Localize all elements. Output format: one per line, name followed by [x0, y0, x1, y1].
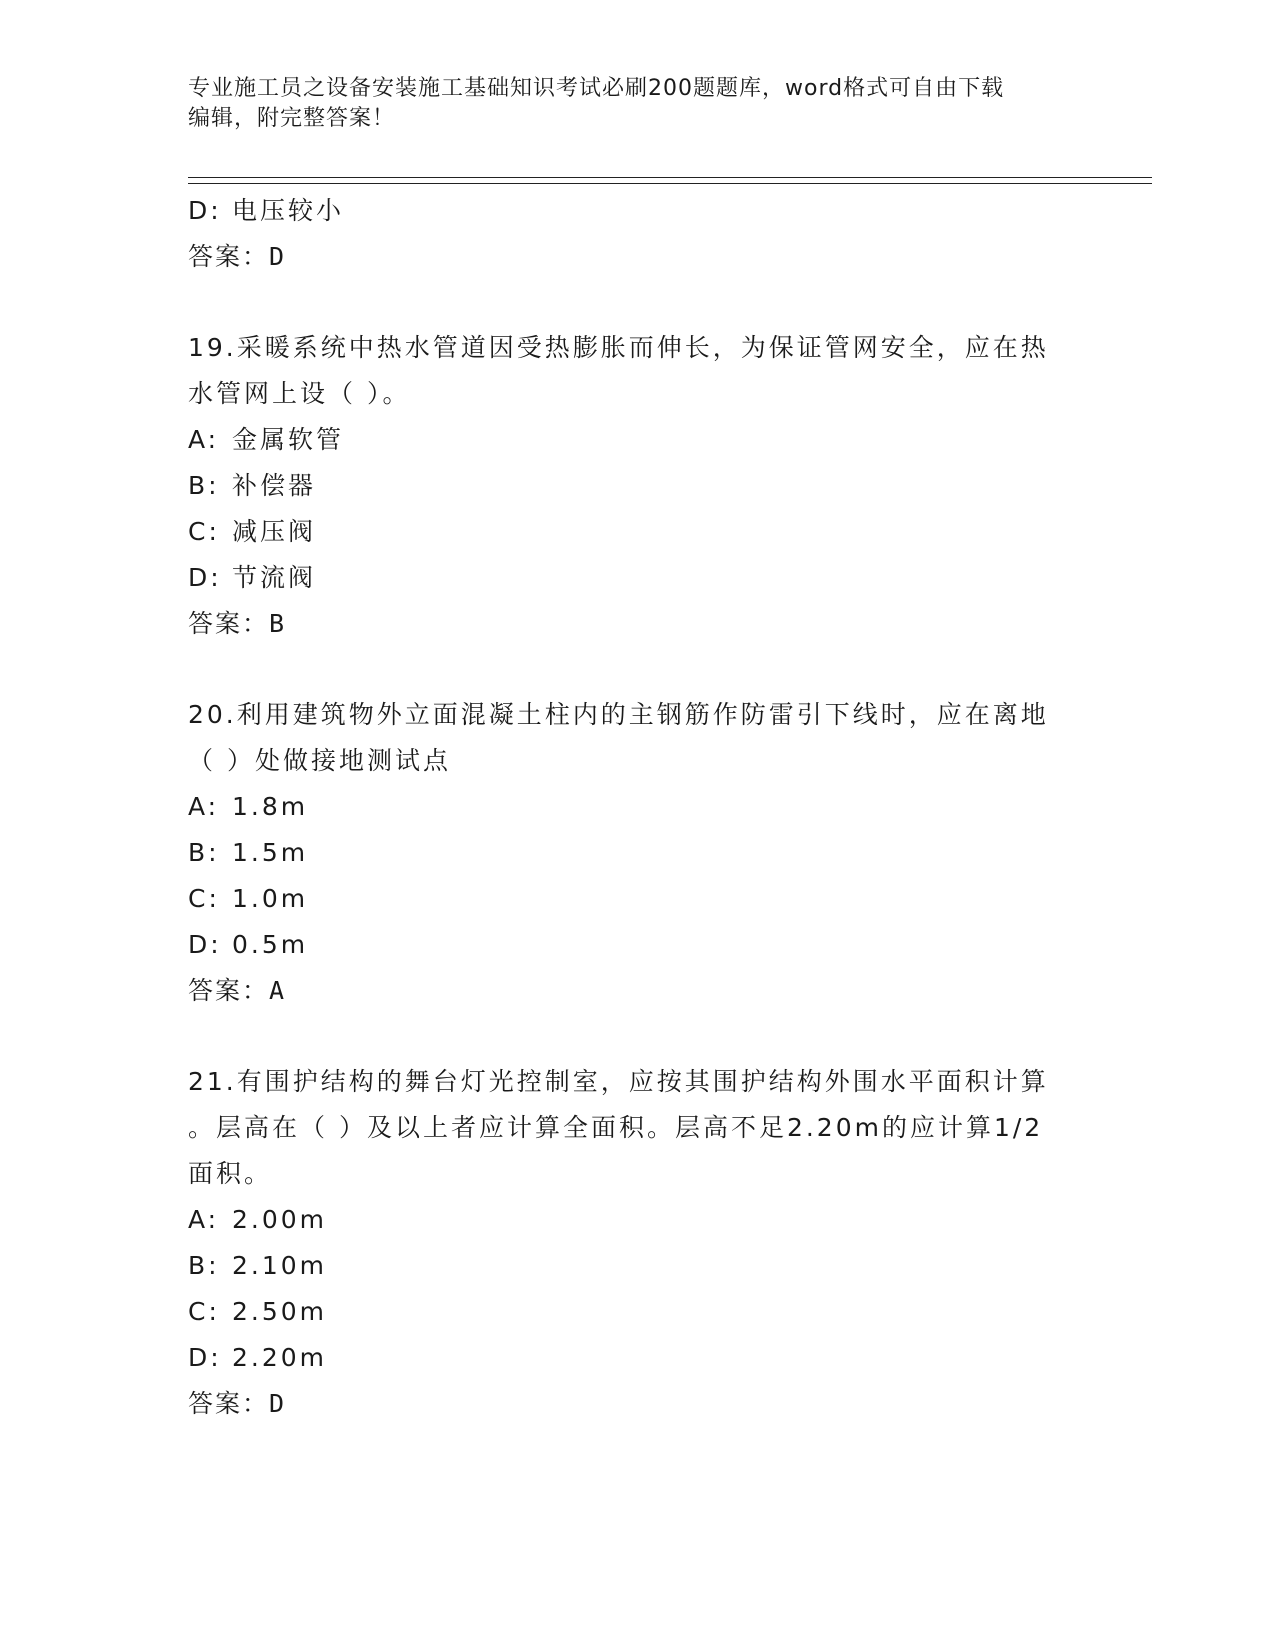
answer-value: B [269, 609, 285, 638]
option-line [188, 463, 1088, 509]
option-letter: B: [188, 838, 220, 867]
option-line [188, 1289, 1088, 1335]
question-text-line: （ ）处做接地测试点 [188, 746, 451, 775]
option-line [188, 188, 1088, 234]
answer-label: 答案： [188, 609, 270, 638]
option-line [188, 1243, 1088, 1289]
option-text: 减压阀 [232, 517, 317, 546]
option-letter: A: [188, 1205, 220, 1234]
option-line [188, 876, 1088, 922]
header-divider-bottom [188, 183, 1152, 184]
option-text: 2.00m [232, 1205, 328, 1234]
question-text-line: 21.有围护结构的舞台灯光控制室，应按其围护结构外围水平面积计算 [188, 1067, 1049, 1096]
question-block [188, 325, 1088, 647]
header-line-2: 编辑，附完整答案！ [188, 106, 396, 131]
option-line [188, 1335, 1088, 1381]
document-body [188, 188, 1088, 1427]
question-text-line: 20.利用建筑物外立面混凝土柱内的主钢筋作防雷引下线时，应在离地 [188, 700, 1049, 729]
option-text: 2.10m [232, 1251, 328, 1280]
option-letter: C: [188, 884, 220, 913]
option-line [188, 830, 1088, 876]
answer-value: A [269, 976, 285, 1005]
question-block [188, 1059, 1088, 1427]
option-text: 2.50m [232, 1297, 328, 1326]
option-letter: B: [188, 471, 220, 500]
answer-line [188, 234, 1088, 280]
option-text: 1.0m [232, 884, 309, 913]
header-divider-top [188, 177, 1152, 178]
option-letter: A: [188, 792, 220, 821]
question-text-line: 面积。 [188, 1159, 273, 1188]
option-letter: D: [188, 196, 222, 225]
option-text: 0.5m [232, 930, 309, 959]
answer-value: D [269, 1389, 285, 1418]
answer-line [188, 1381, 1088, 1427]
option-letter: A: [188, 425, 220, 454]
option-text: 节流阀 [232, 563, 317, 592]
option-line [188, 509, 1088, 555]
option-text: 电压较小 [232, 196, 345, 225]
option-text: 2.20m [232, 1343, 328, 1372]
question-text-line: 水管网上设（ ）。 [188, 379, 411, 408]
answer-label: 答案： [188, 1389, 270, 1418]
option-text: 金属软管 [232, 425, 345, 454]
answer-value: D [269, 242, 285, 271]
answer-label: 答案： [188, 242, 270, 271]
option-line [188, 555, 1088, 601]
option-line [188, 417, 1088, 463]
option-text: 补偿器 [232, 471, 317, 500]
question-text-line: 19.采暖系统中热水管道因受热膨胀而伸长，为保证管网安全，应在热 [188, 333, 1049, 362]
option-line [188, 1197, 1088, 1243]
question-text-line: 。层高在（ ）及以上者应计算全面积。层高不足2.20m的应计算1/2 [188, 1113, 1044, 1142]
option-line [188, 784, 1088, 830]
option-letter: C: [188, 517, 220, 546]
option-letter: D: [188, 563, 222, 592]
option-text: 1.8m [232, 792, 309, 821]
question-block [188, 692, 1088, 1014]
option-letter: C: [188, 1297, 220, 1326]
option-letter: D: [188, 930, 222, 959]
option-line [188, 922, 1088, 968]
answer-label: 答案： [188, 976, 270, 1005]
answer-line [188, 968, 1088, 1014]
option-text: 1.5m [232, 838, 309, 867]
header-line-1: 专业施工员之设备安装施工基础知识考试必刷200题题库，word格式可自由下载 [188, 76, 1005, 101]
answer-line [188, 601, 1088, 647]
option-letter: B: [188, 1251, 220, 1280]
page-header [188, 74, 1088, 134]
option-letter: D: [188, 1343, 222, 1372]
